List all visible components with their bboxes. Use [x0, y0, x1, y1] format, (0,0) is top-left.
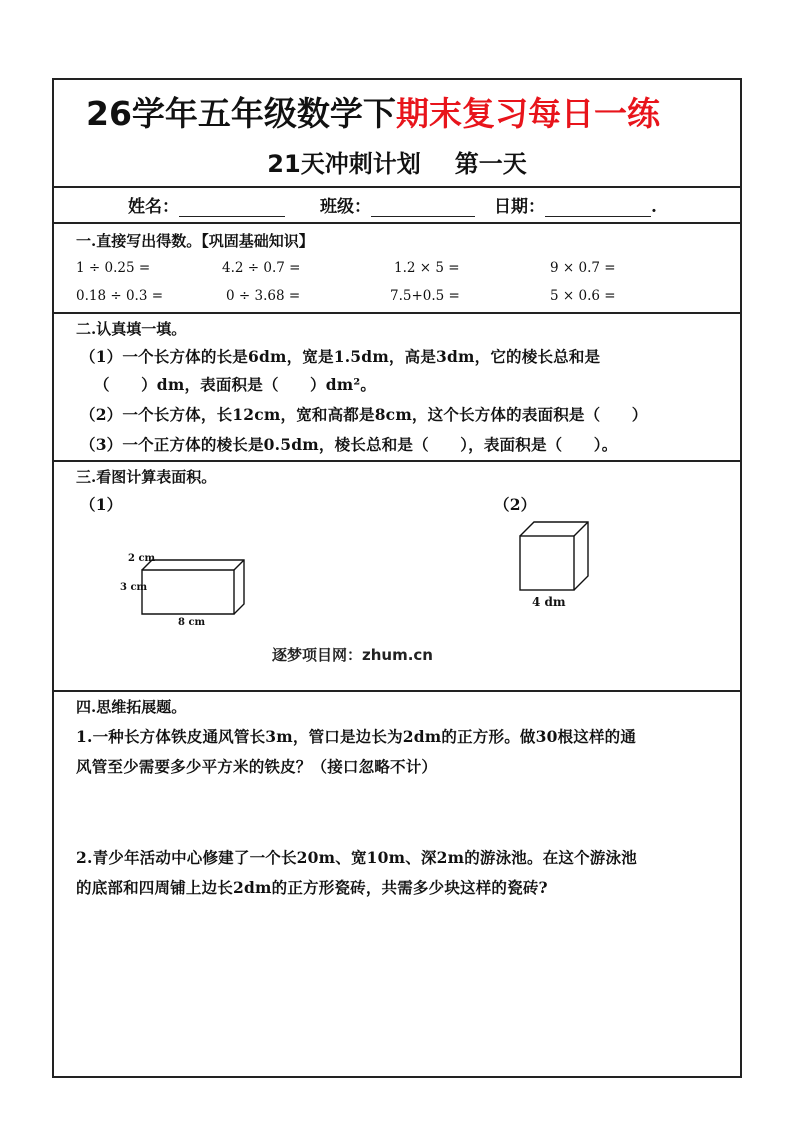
date-field — [494, 192, 657, 217]
date-end-mark: . — [651, 197, 657, 217]
calc-item: 1.2 × 5 = — [394, 260, 460, 276]
name-blank[interactable] — [179, 198, 285, 217]
thinking-question-2-cont: 的底部和四周铺上边长2dm的正方形瓷砖，共需多少块这样的瓷砖? — [76, 878, 548, 897]
cube-edge-label: 4 dm — [532, 595, 566, 609]
title-red-part: 期末复习每日一练 — [395, 94, 660, 133]
divider — [54, 186, 740, 188]
name-field — [128, 192, 285, 217]
calc-item: 4.2 ÷ 0.7 = — [222, 260, 301, 276]
class-blank[interactable] — [371, 198, 475, 217]
fill-question-1-cont: （ ）dm，表面积是（ ）dm²。 — [94, 375, 377, 394]
fill-question-1: （1）一个长方体的长是6dm，宽是1.5dm，高是3dm，它的棱长总和是 — [80, 347, 601, 366]
thinking-question-2: 2.青少年活动中心修建了一个长20m、宽10m、深2m的游泳池。在这个游泳池 — [76, 848, 637, 867]
name-label: 姓名： — [128, 197, 179, 217]
divider — [54, 312, 740, 314]
section1-title: 一.直接写出得数。【巩固基础知识】 — [76, 232, 314, 250]
figure-2-label: （2） — [494, 495, 537, 514]
figure-1-label: （1） — [80, 495, 123, 514]
date-label: 日期： — [494, 197, 545, 217]
section2-title: 二.认真填一填。 — [76, 320, 187, 338]
date-blank[interactable] — [545, 198, 651, 217]
class-field — [320, 192, 475, 217]
calc-item: 0 ÷ 3.68 = — [226, 288, 301, 304]
class-label: 班级： — [320, 197, 371, 217]
fill-question-3: （3）一个正方体的棱长是0.5dm，棱长总和是（ ），表面积是（ ）。 — [80, 435, 618, 454]
subtitle-day: 第一天 — [454, 150, 527, 178]
cube-figure — [514, 518, 604, 598]
thinking-question-1-cont: 风管至少需要多少平方米的铁皮？（接口忽略不计） — [76, 757, 438, 776]
worksheet-subtitle — [54, 144, 740, 179]
title-black-part: 26学年五年级数学下 — [86, 94, 396, 133]
calc-item: 9 × 0.7 = — [550, 260, 616, 276]
fill-question-2: （2）一个长方体，长12cm，宽和高都是8cm，这个长方体的表面积是（ ） — [80, 405, 648, 424]
calc-item: 1 ÷ 0.25 = — [76, 260, 151, 276]
watermark-text: 逐梦项目网：zhum.cn — [272, 646, 433, 664]
section4-title: 四.思维拓展题。 — [76, 698, 187, 716]
calc-item: 0.18 ÷ 0.3 = — [76, 288, 164, 304]
calc-item: 5 × 0.6 = — [550, 288, 616, 304]
cuboid-length-label: 8 cm — [178, 617, 206, 628]
divider — [54, 690, 740, 692]
divider — [54, 222, 740, 224]
calc-item: 7.5+0.5 = — [390, 288, 460, 304]
subtitle-plan: 21天冲刺计划 — [267, 150, 421, 178]
cuboid-width-label: 2 cm — [128, 553, 156, 564]
thinking-question-1: 1.一种长方体铁皮通风管长3m，管口是边长为2dm的正方形。做30根这样的通 — [76, 727, 637, 746]
worksheet — [52, 78, 742, 1078]
worksheet-title — [86, 88, 660, 135]
divider — [54, 460, 740, 462]
section3-title: 三.看图计算表面积。 — [76, 468, 217, 486]
cuboid-height-label: 3 cm — [120, 582, 148, 593]
